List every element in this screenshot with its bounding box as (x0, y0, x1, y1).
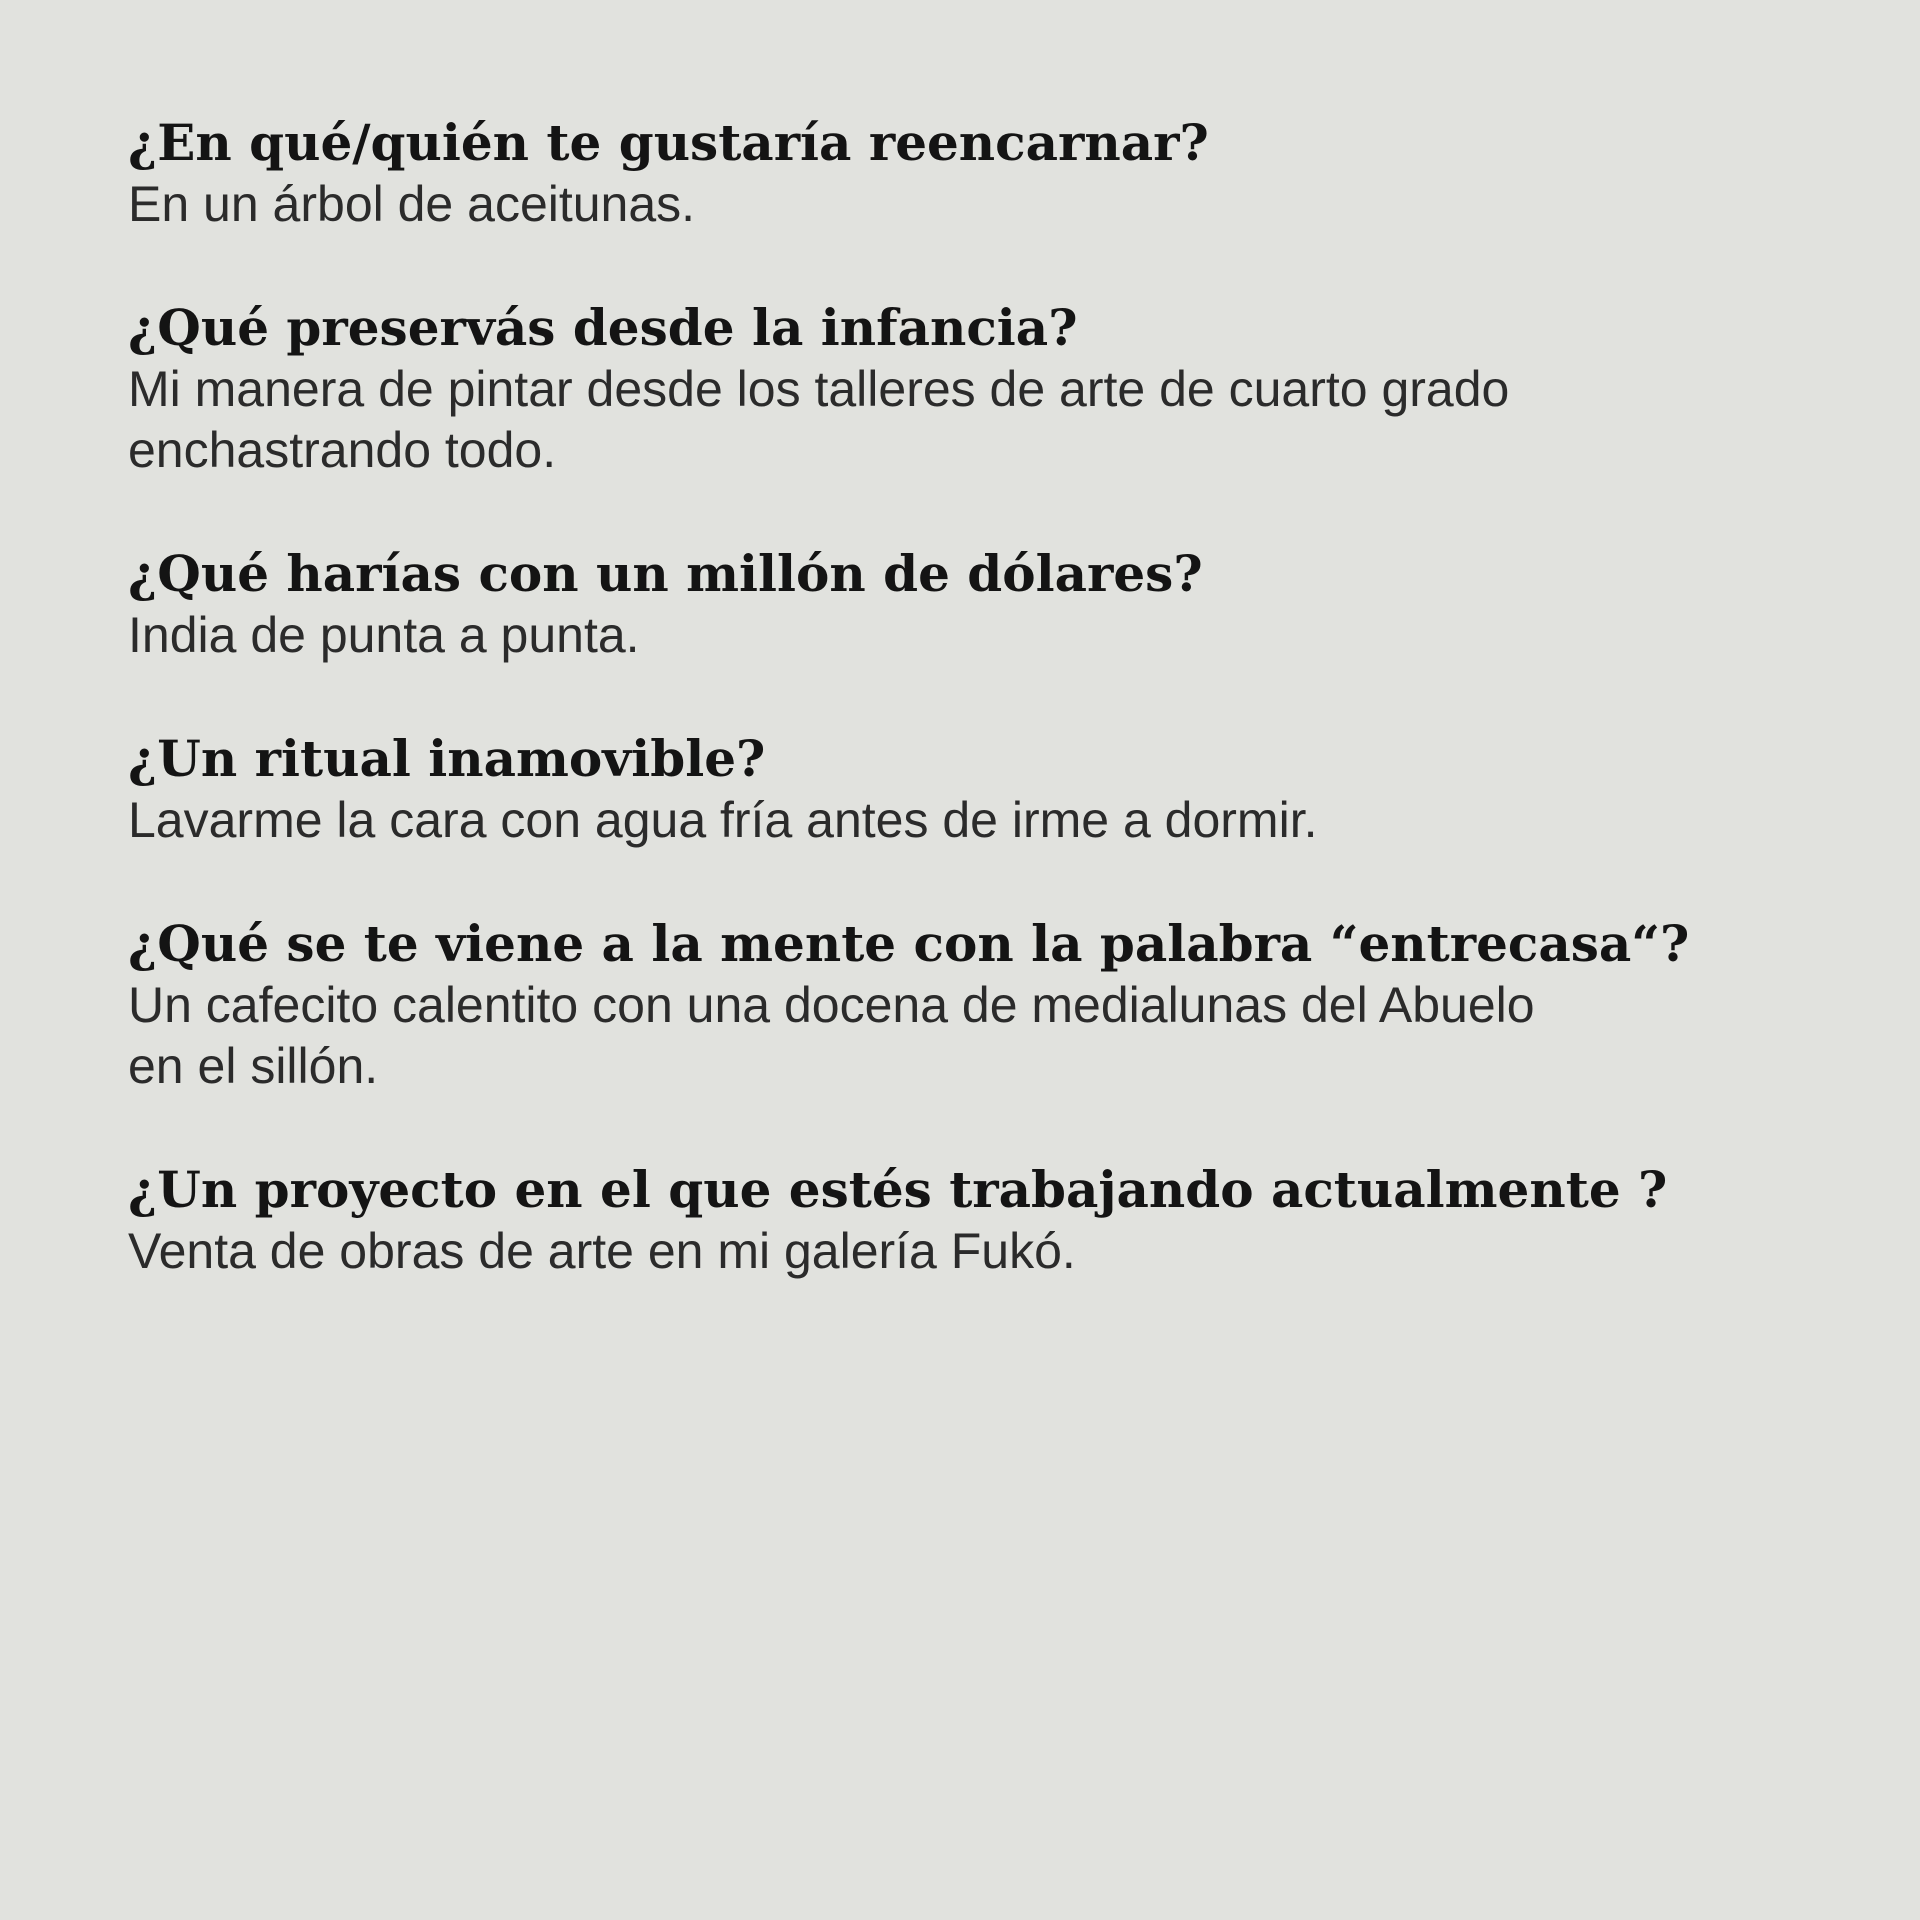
answer-entrecasa-line-2: en el sillón. (128, 1038, 379, 1094)
question-millon: ¿Qué harías con un millón de dólares? (128, 544, 1203, 603)
question-ritual: ¿Un ritual inamovible? (128, 729, 766, 788)
question-proyecto: ¿Un proyecto en el que estés trabajando actualmente ? (128, 1160, 1668, 1219)
answer-proyecto-line-1: Venta de obras de arte en mi galería Fukó. (128, 1223, 1076, 1279)
answer-infancia-line-2: enchastrando todo. (128, 422, 557, 478)
qa-item-infancia (128, 297, 1768, 481)
answer-millon-line-1: India de punta a punta. (128, 607, 640, 663)
answer-entrecasa-line-1: Un cafecito calentito con una docena de medialunas del Abuelo (128, 977, 1535, 1033)
qa-list (128, 112, 1768, 1344)
qa-item-reencarnar (128, 112, 1768, 235)
qa-item-proyecto (128, 1159, 1768, 1282)
answer-ritual-line-1: Lavarme la cara con agua fría antes de irme a dormir. (128, 792, 1318, 848)
answer-infancia-line-1: Mi manera de pintar desde los talleres de arte de cuarto grado (128, 361, 1510, 417)
question-infancia: ¿Qué preservás desde la infancia? (128, 298, 1078, 357)
question-entrecasa: ¿Qué se te viene a la mente con la palabra “entrecasa“? (128, 914, 1690, 973)
qa-item-millon (128, 543, 1768, 666)
qa-item-ritual (128, 728, 1768, 851)
question-reencarnar: ¿En qué/quién te gustaría reencarnar? (128, 113, 1209, 172)
qa-item-entrecasa (128, 913, 1768, 1097)
answer-reencarnar-line-1: En un árbol de aceitunas. (128, 176, 696, 232)
